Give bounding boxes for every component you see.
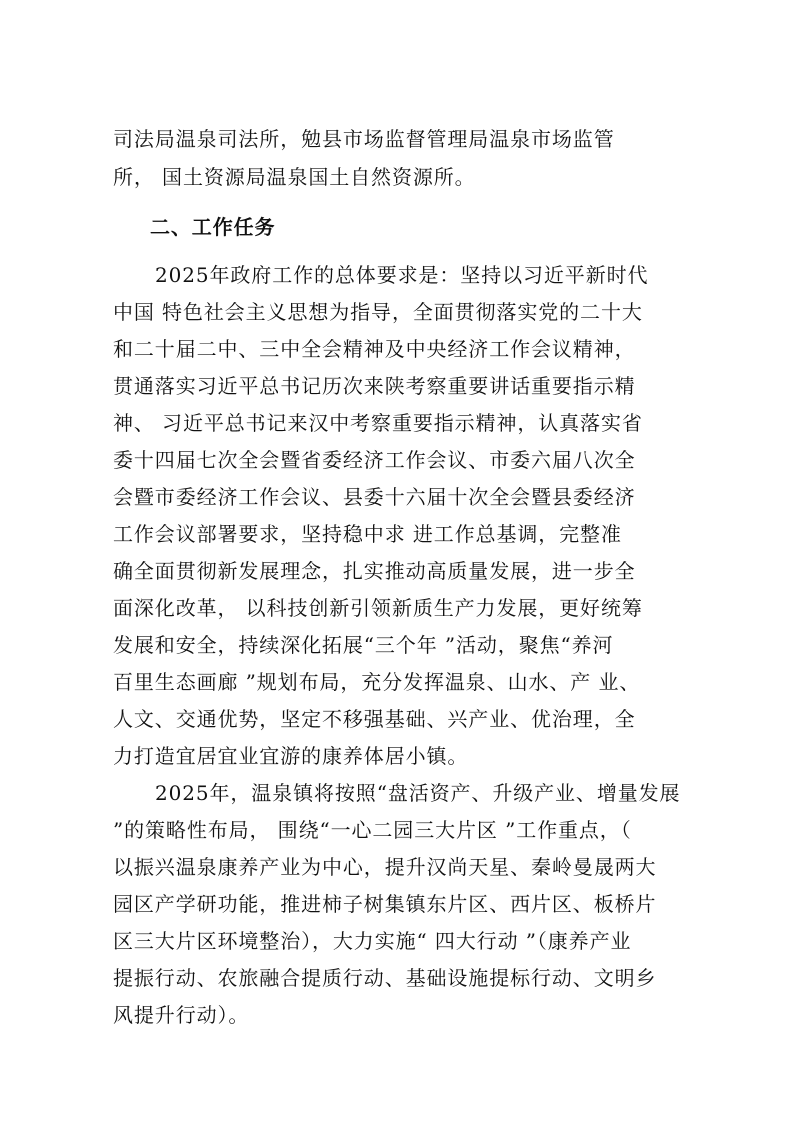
text-line: 和二十届二中、三中全会精神及中央经济工作会议精神，: [113, 337, 636, 361]
text-line: 中国 特色社会主义思想为指导，全面贯彻落实党的二十大: [113, 300, 643, 324]
text-line: 提振行动、农旅融合提质行动、基础设施提标行动、文明乡: [113, 966, 657, 990]
text-line: 工作会议部署要求，坚持稳中求 进工作总基调，完整准: [113, 522, 622, 546]
text-line: 面深化改革， 以科技创新引领新质生产力发展，更好统筹: [113, 596, 643, 620]
text-line: 司法局温泉司法所，勉县市场监督管理局温泉市场监管: [113, 127, 615, 151]
text-line: 贯通落实习近平总书记历次来陕考察重要讲话重要指示精: [113, 374, 636, 398]
section-heading: 二、工作任务: [150, 215, 276, 239]
text-line: ”的策略性布局， 围绕“一心二园三大片区 ”工作重点，（: [113, 818, 632, 842]
text-line: 委十四届七次全会暨省委经济工作会议、市委六届八次全: [113, 448, 636, 472]
text-line: 风提升行动）。: [113, 1003, 250, 1027]
text-line: 神、 习近平总书记来汉中考察重要指示精神，认真落实省: [113, 411, 643, 435]
text-line: 百里生态画廊 ”规划布局，充分发挥温泉、山水、产 业、: [113, 670, 641, 694]
paragraph-first-line: 2025年政府工作的总体要求是：坚持以习近平新时代: [155, 263, 649, 287]
text-line: 园区产学研功能，推进柿子树集镇东片区、西片区、板桥片: [113, 892, 657, 916]
text-line: 发展和安全，持续深化拓展“三个年 ”活动，聚焦“养河: [113, 633, 614, 657]
text-line: 区三大片区环境整治），大力实施“ 四大行动 ”（康养产业: [113, 929, 632, 953]
text-line: 确全面贯彻新发展理念，扎实推动高质量发展，进一步全: [113, 559, 636, 583]
text-line: 会暨市委经济工作会议、县委十六届十次全会暨县委经济: [113, 485, 636, 509]
paragraph-first-line: 2025年，温泉镇将按照“盘活资产、升级产业、增量发展: [155, 781, 681, 805]
text-line: 所， 国土资源局温泉国土自然资源所。: [113, 165, 476, 189]
text-line: 力打造宜居宜业宜游的康养体居小镇。: [113, 744, 469, 768]
text-line: 以振兴温泉康养产业为中心，提升汉尚天星、秦岭曼晟两大: [113, 855, 657, 879]
text-line: 人文、交通优势，坚定不移强基础、兴产业、优治理，全: [113, 707, 636, 731]
